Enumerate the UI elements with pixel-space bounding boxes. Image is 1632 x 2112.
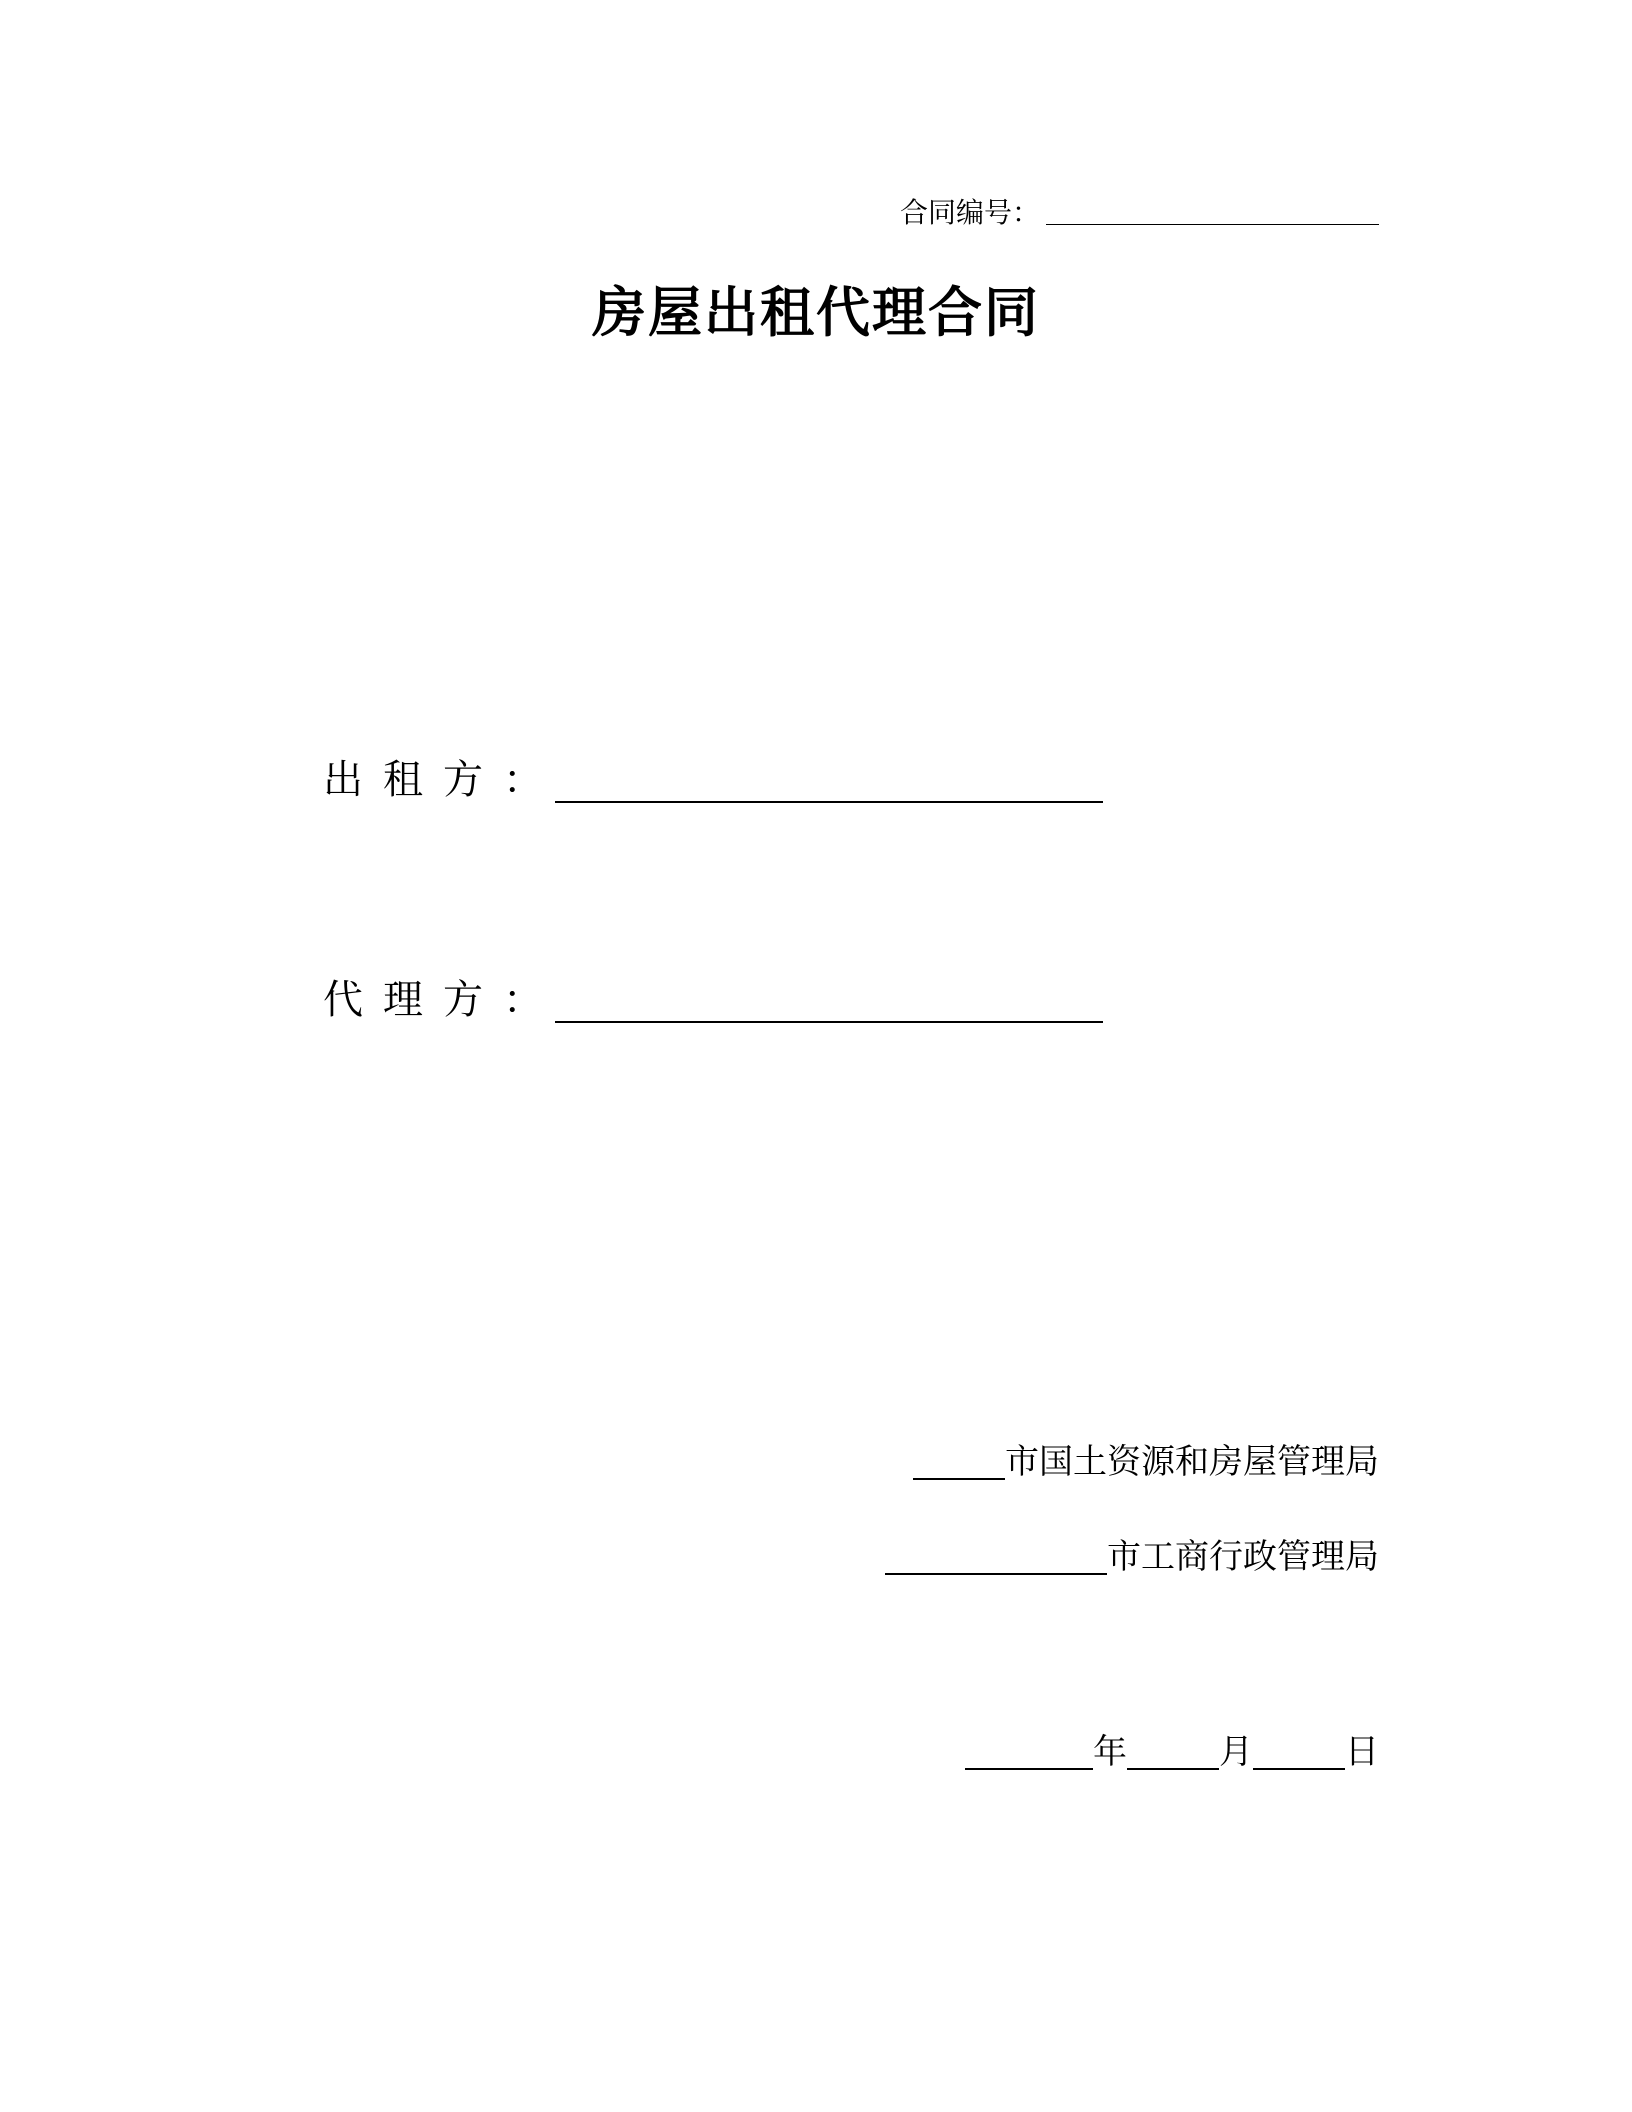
month-blank[interactable] xyxy=(1127,1767,1219,1770)
lessor-label: 出租方： xyxy=(323,757,563,803)
contract-number-line xyxy=(900,195,1379,231)
agent-label: 代理方： xyxy=(323,977,563,1023)
industry-commerce-bureau-line xyxy=(885,1535,1379,1579)
year-blank[interactable] xyxy=(965,1767,1093,1770)
day-blank[interactable] xyxy=(1253,1767,1345,1770)
month-label: 月 xyxy=(1219,1732,1253,1772)
year-label: 年 xyxy=(1093,1732,1127,1772)
date-line xyxy=(965,1730,1379,1774)
contract-number-label: 合同编号： xyxy=(899,196,1040,229)
lessor-line xyxy=(323,755,1103,805)
lessor-blank[interactable] xyxy=(555,800,1103,803)
contract-number-blank[interactable] xyxy=(1046,223,1379,225)
document-title: 房屋出租代理合同 xyxy=(592,281,1040,344)
land-housing-bureau-label: 市国土资源和房屋管理局 xyxy=(1005,1442,1379,1482)
industry-commerce-bureau-label: 市工商行政管理局 xyxy=(1107,1537,1379,1577)
land-housing-city-blank[interactable] xyxy=(913,1477,1005,1480)
agent-line xyxy=(323,975,1103,1025)
day-label: 日 xyxy=(1345,1732,1379,1772)
industry-commerce-city-blank[interactable] xyxy=(885,1572,1107,1575)
agent-blank[interactable] xyxy=(555,1020,1103,1023)
land-housing-bureau-line xyxy=(913,1440,1379,1484)
